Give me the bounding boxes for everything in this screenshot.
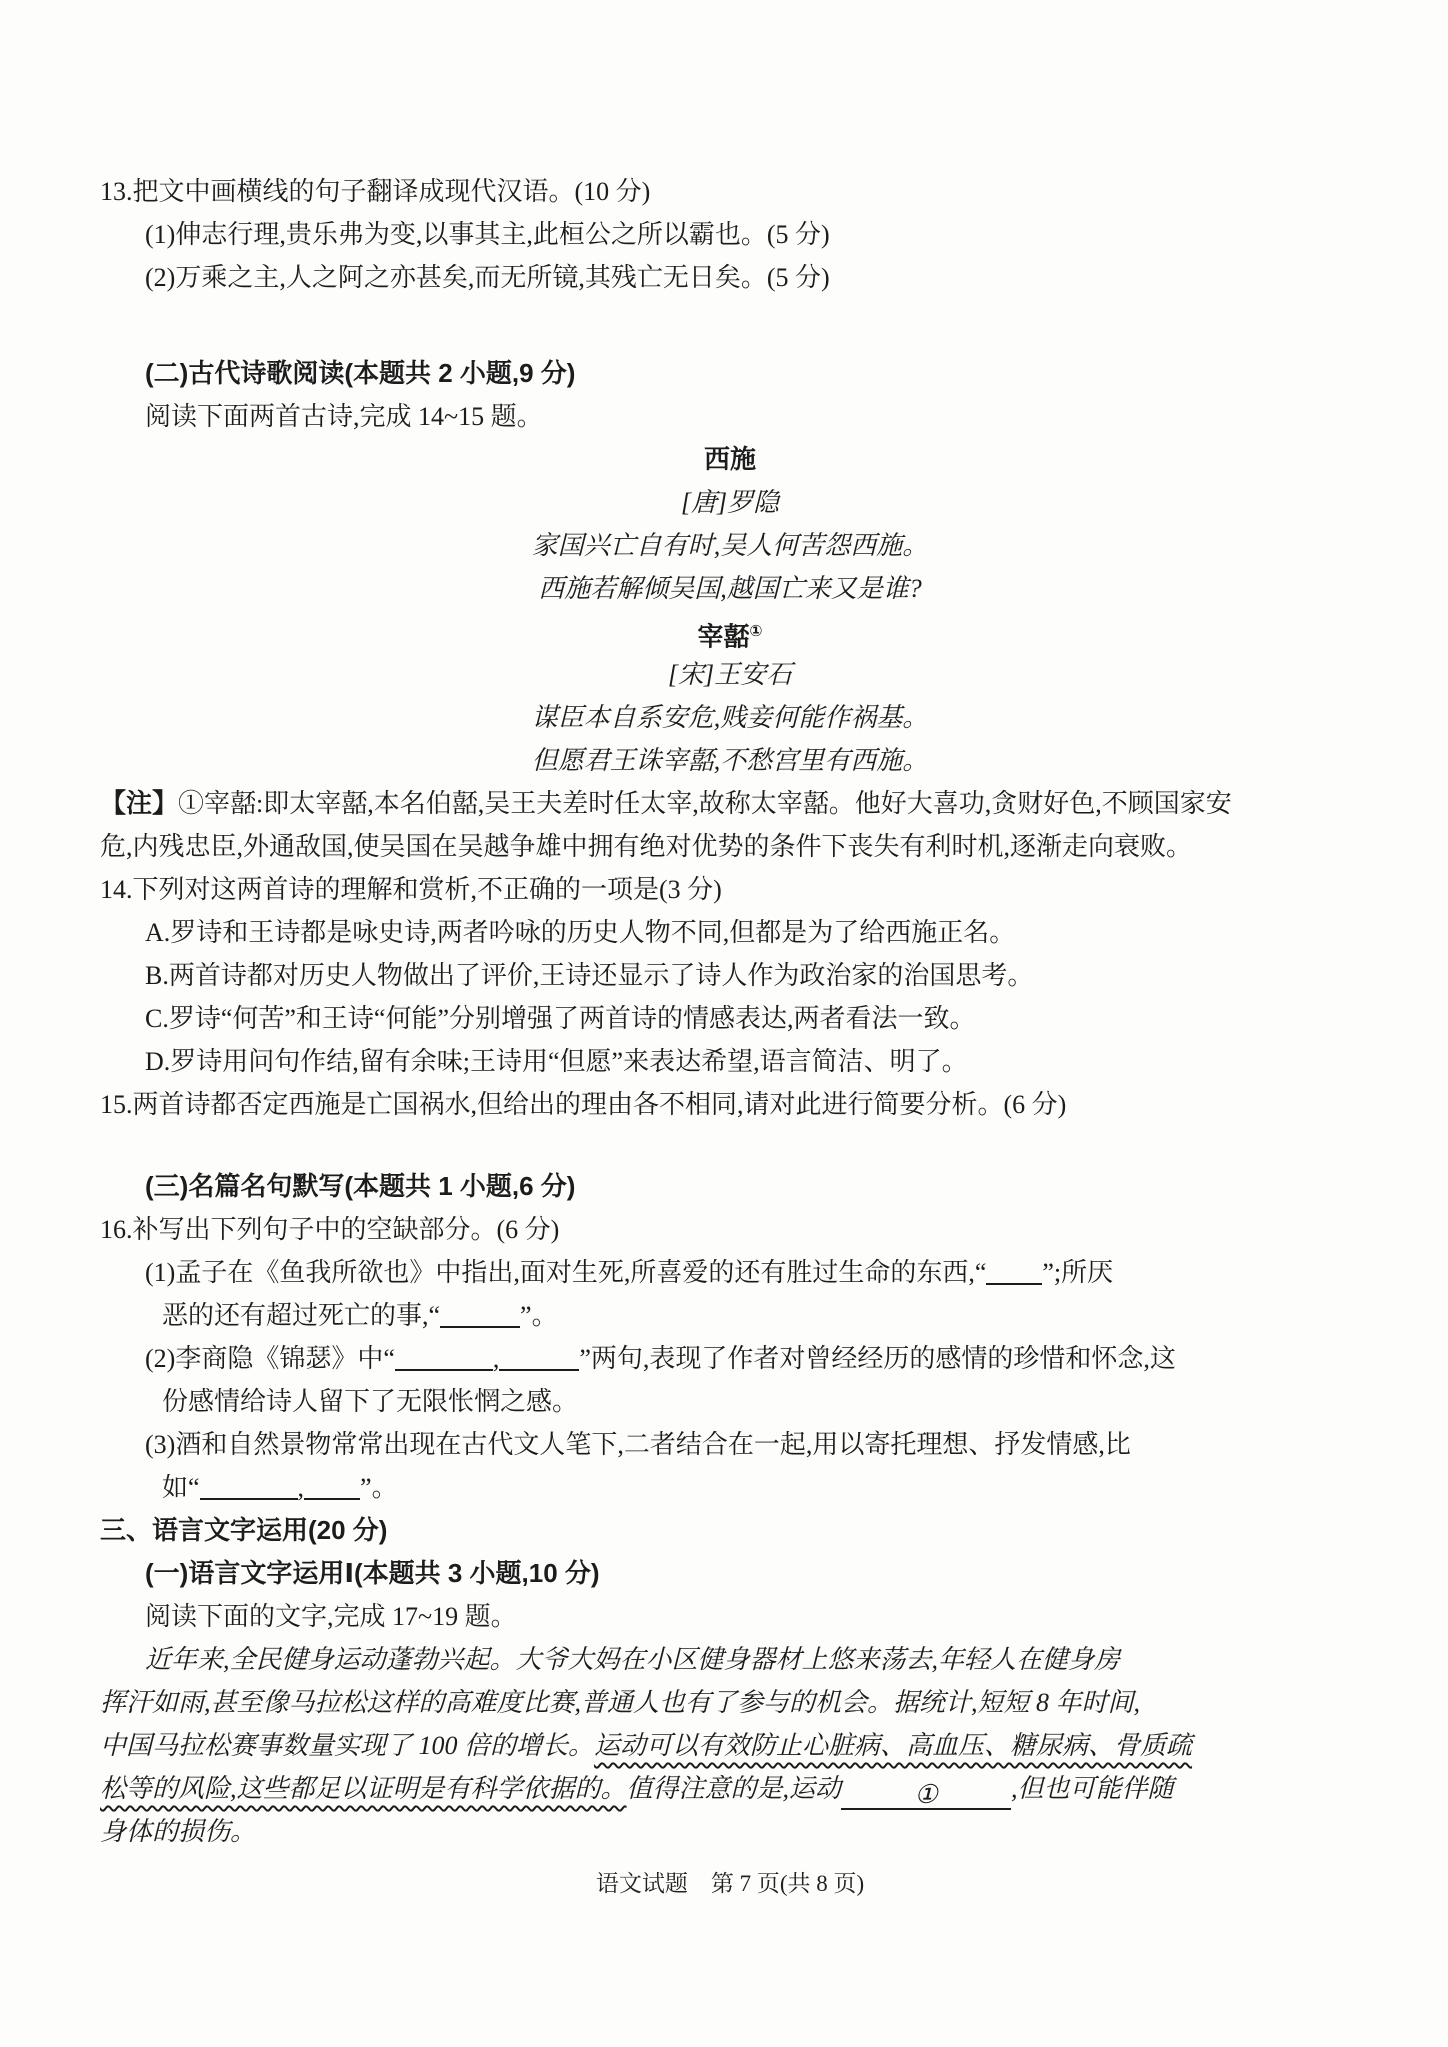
text-run: 危,内残忠臣,外通敌国,使吴国在吴越争雄中拥有绝对优势的条件下丧失有利时机,逐渐走向衰败。 [100,832,1193,861]
text-run: 近年来,全民健身运动蓬勃兴起。大爷大妈在小区健身器材上悠来荡去,年轻人在健身房 [145,1645,1121,1674]
passage-line [100,1681,1360,1724]
section-dictation [100,1165,1360,1509]
passage-line [100,1767,1360,1810]
text-run: 值得注意的是,运动 [626,1774,842,1803]
text-run: 恶的还有超过死亡的事,“ [162,1301,441,1330]
poetry-heading [100,352,1360,395]
text-run: ”。 [360,1473,398,1502]
text-run: , [492,1344,500,1373]
text-run: 阅读下面的文字,完成 17~19 题。 [145,1602,517,1631]
q16-item-1-line [100,1251,1360,1294]
text-run: D.罗诗用问句作结,留有余味;王诗用“但愿”来表达希望,语言简洁、明了。 [145,1047,968,1076]
text-run: 西施若解倾吴国,越国亡来又是谁? [538,574,922,603]
dictation-heading [100,1165,1360,1208]
text-run: 14.下列对这两首诗的理解和赏析,不正确的一项是(3 分) [100,875,722,904]
text-run: (1)孟子在《鱼我所欲也》中指出,面对生死,所喜爱的还有胜过生命的东西,“ [145,1258,987,1287]
text-run: (2)万乘之主,人之阿之亦甚矣,而无所镜,其残亡无日矣。(5 分) [145,263,830,292]
q16-stem [100,1208,1360,1251]
text-run: 中国马拉松赛事数量实现了 100 倍的增长。 [100,1731,595,1760]
answer-blank [499,1344,579,1371]
text-run: 三、语言文字运用(20 分) [100,1515,388,1545]
q14-option-c [100,997,1360,1040]
text-run: 但愿君王诛宰嚭,不愁宫里有西施。 [531,746,929,775]
section-language-use [100,1509,1360,1853]
answer-blank [440,1301,520,1328]
section-q13 [100,170,1360,299]
q16-item-3-line [100,1466,1360,1509]
language-sub-heading [100,1552,1360,1595]
q14-option-d [100,1040,1360,1083]
section-poetry-reading [100,352,1360,1126]
poetry-intro [100,395,1360,438]
text-run: (2)李商隐《锦瑟》中“ [145,1344,395,1373]
poem1-author [100,481,1360,524]
q16-item-2-line [100,1337,1360,1380]
text-run: 【注】 [100,788,179,818]
language-intro [100,1595,1360,1638]
poem2-title [100,610,1360,653]
text-run: 家国兴亡自有时,吴人何苦怨西施。 [531,531,929,560]
passage-line [100,1810,1360,1853]
poem1-line [100,567,1360,610]
answer-blank: ① [841,1781,1011,1810]
text-run: (1)伸志行理,贵乐弗为变,以事其主,此桓公之所以霸也。(5 分) [145,220,830,249]
text-run: 16.补写出下列句子中的空缺部分。(6 分) [100,1215,560,1244]
language-heading [100,1509,1360,1552]
answer-blank [200,1473,298,1500]
text-run: 13.把文中画横线的句子翻译成现代汉语。(10 分) [100,177,651,206]
q13-item-2 [100,256,1360,299]
q14-option-a [100,911,1360,954]
text-run: ”两句,表现了作者对曾经经历的感情的珍惜和怀念,这 [579,1344,1176,1373]
poem2-author [100,653,1360,696]
text-run: 宰嚭 [697,621,750,652]
text-run: 西施 [703,444,756,474]
text-run: ①宰嚭:即太宰嚭,本名伯嚭,吴王夫差时任太宰,故称太宰嚭。他好大喜功,贪财好色,不顾国家安 [178,789,1232,818]
answer-blank [304,1473,360,1500]
poem-note-line [100,825,1360,868]
poem1-title [100,438,1360,481]
passage-line [100,1638,1360,1681]
q15-stem [100,1083,1360,1126]
text-run: 挥汗如雨,甚至像马拉松这样的高难度比赛,普通人也有了参与的机会。据统计,短短 8 年时间, [100,1688,1141,1717]
text-run: [宋]王安石 [667,660,793,689]
text-run: C.罗诗“何苦”和王诗“何能”分别增强了两首诗的情感表达,两者看法一致。 [145,1004,976,1033]
text-run: 运动可以有效防止心脏病、高血压、糖尿病、骨质疏 [594,1731,1193,1760]
text-run: 如“ [162,1473,200,1502]
text-run: 阅读下面两首古诗,完成 14~15 题。 [145,402,543,431]
answer-blank [395,1344,493,1371]
q14-option-b [100,954,1360,997]
q13-item-1 [100,213,1360,256]
text-run: 松等的风险,这些都足以证明是有科学依据的。 [100,1774,627,1803]
text-run: [唐]罗隐 [680,488,780,517]
passage-line [100,1724,1360,1767]
text-run: ,但也可能伴随 [1011,1774,1174,1803]
text-run: ”;所厌 [1042,1258,1114,1287]
text-run: 身体的损伤。 [100,1817,257,1846]
q16-item-3-line [100,1423,1360,1466]
page-footer: 语文试题 第 7 页(共 8 页) [595,1871,865,1896]
text-run: B.两首诗都对历史人物做出了评价,王诗还显示了诗人作为政治家的治国思考。 [145,961,1034,990]
text-run: (二)古代诗歌阅读(本题共 2 小题,9 分) [145,358,576,388]
text-run: ”。 [520,1301,558,1330]
text-run: 份感情给诗人留下了无限怅惘之感。 [162,1387,579,1416]
text-run: 谋臣本自系安危,贱妾何能作祸基。 [531,703,929,732]
text-run: (三)名篇名句默写(本题共 1 小题,6 分) [145,1171,576,1201]
poem2-line [100,739,1360,782]
text-run: 15.两首诗都否定西施是亡国祸水,但给出的理由各不相同,请对此进行简要分析。(6 分) [100,1090,1067,1119]
text-run: (3)酒和自然景物常常出现在古代文人笔下,二者结合在一起,用以寄托理想、抒发情感,比 [145,1430,1131,1459]
text-run: , [297,1473,305,1502]
text-run: A.罗诗和王诗都是咏史诗,两者吟咏的历史人物不同,但都是为了给西施正名。 [145,918,1016,947]
poem2-line [100,696,1360,739]
q16-item-2-line [100,1380,1360,1423]
q13-stem [100,170,1360,213]
answer-blank [986,1258,1042,1285]
poem-note-line [100,782,1360,825]
poem1-line [100,524,1360,567]
q16-item-1-line [100,1294,1360,1337]
text-run: ① [749,623,763,640]
text-run: (一)语言文字运用Ⅰ(本题共 3 小题,10 分) [145,1558,600,1588]
q14-stem [100,868,1360,911]
